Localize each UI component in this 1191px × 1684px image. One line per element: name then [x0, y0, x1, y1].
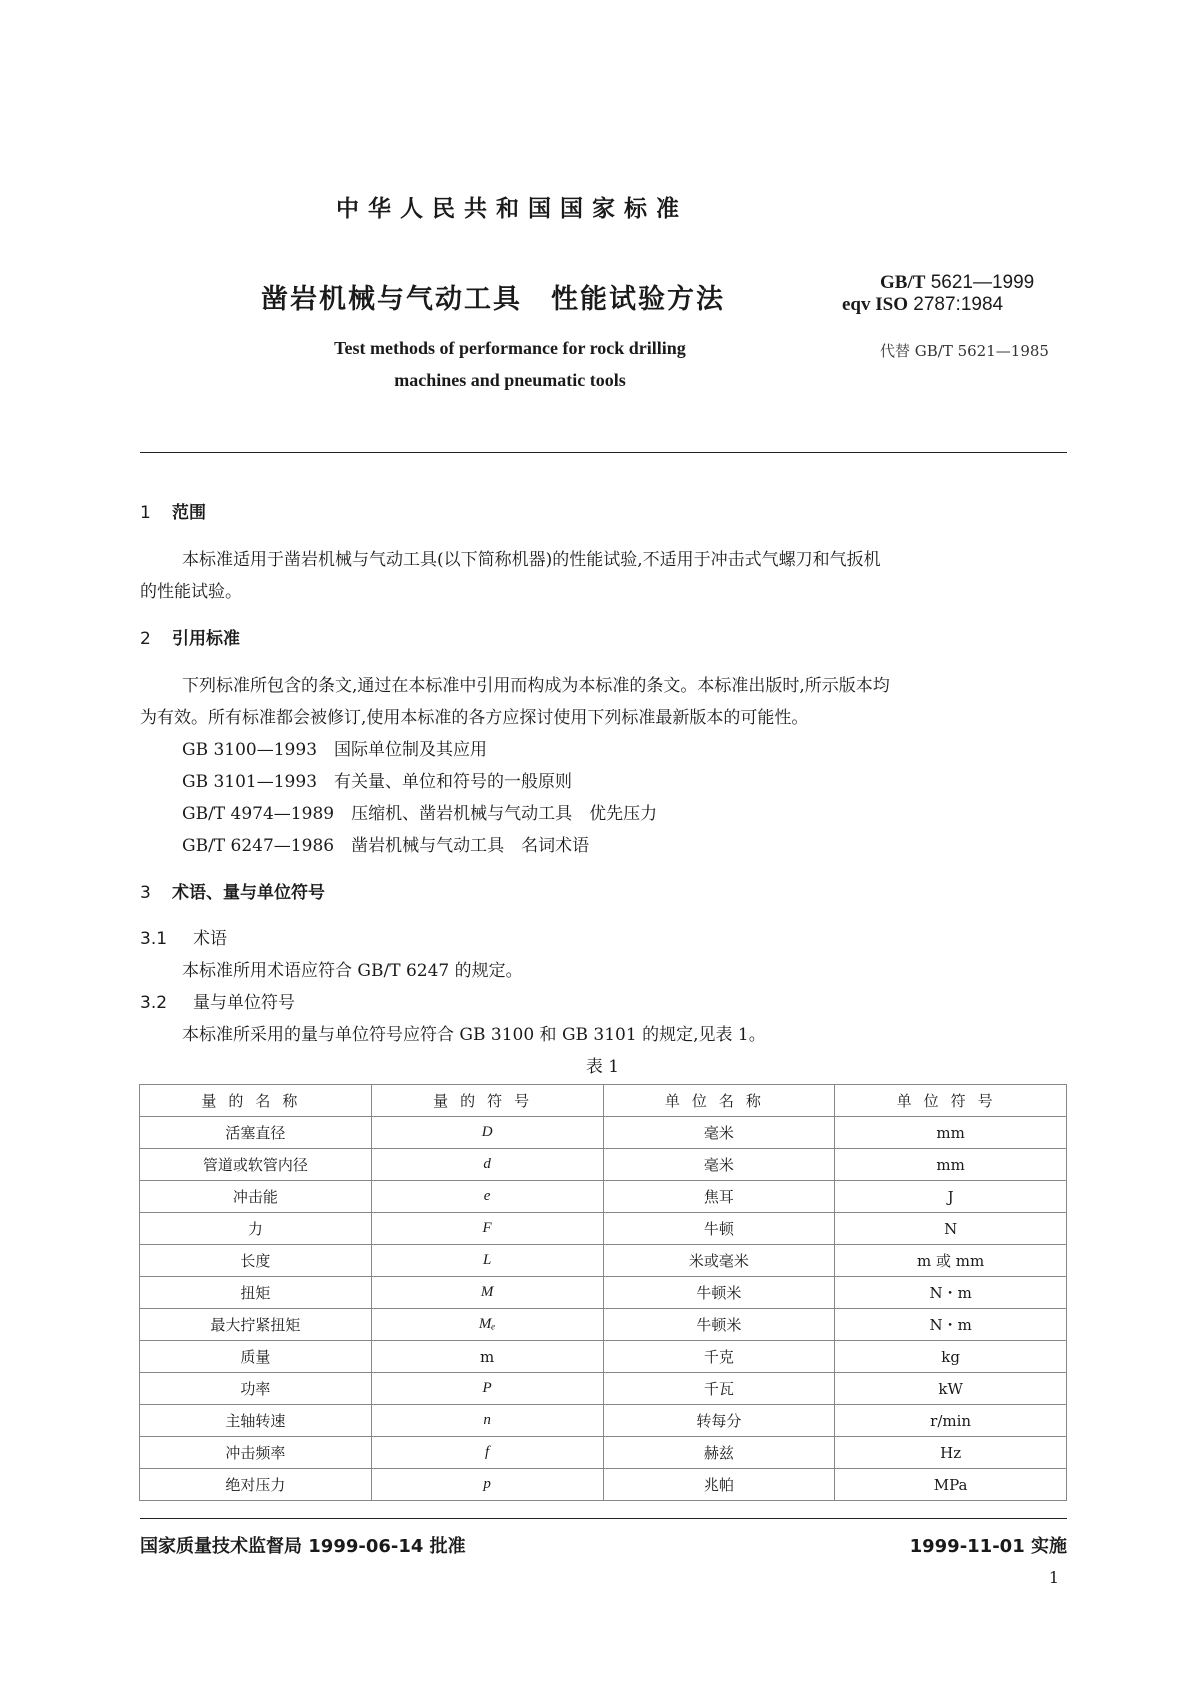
table-cell: m — [371, 1341, 603, 1373]
section-3-heading: 3 术语、量与单位符号 — [140, 883, 325, 903]
table-cell: P — [371, 1373, 603, 1405]
table-row — [140, 1181, 1067, 1213]
table-cell: 兆帕 — [603, 1469, 835, 1501]
table-cell: 功率 — [140, 1373, 372, 1405]
table-cell: r/min — [835, 1405, 1067, 1437]
table-row — [140, 1373, 1067, 1405]
table-cell: F — [371, 1213, 603, 1245]
column-header: 单位符号 — [835, 1085, 1067, 1117]
table-row — [140, 1405, 1067, 1437]
section-2-heading: 2 引用标准 — [140, 629, 240, 649]
replaces-standard: 代替 GB/T 5621—1985 — [880, 342, 1049, 360]
table-cell: 千瓦 — [603, 1373, 835, 1405]
english-title-line2: machines and pneumatic tools — [394, 370, 626, 390]
standard-code: GB/T 5621—1999 — [880, 272, 1035, 293]
table-cell: e — [371, 1181, 603, 1213]
table-row — [140, 1309, 1067, 1341]
table-cell: N — [835, 1213, 1067, 1245]
table-cell: 毫米 — [603, 1117, 835, 1149]
table-cell: 牛顿米 — [603, 1309, 835, 1341]
table-cell: N・m — [835, 1277, 1067, 1309]
table-cell: Mₑ — [371, 1309, 603, 1341]
table-cell: 焦耳 — [603, 1181, 835, 1213]
paragraph: 为有效。所有标准都会被修订,使用本标准的各方应探讨使用下列标准最新版本的可能性。 — [140, 708, 809, 728]
effective-date: 1999-11-01 实施 — [909, 1536, 1067, 1557]
table-cell: L — [371, 1245, 603, 1277]
standard-header: 中华人民共和国国家标准 — [336, 196, 688, 222]
table-cell: m 或 mm — [835, 1245, 1067, 1277]
section-1-heading: 1 范围 — [140, 503, 206, 523]
table-cell: D — [371, 1117, 603, 1149]
column-header: 量的名称 — [140, 1085, 372, 1117]
table-cell: 质量 — [140, 1341, 372, 1373]
table-cell: 绝对压力 — [140, 1469, 372, 1501]
paragraph: 的性能试验。 — [140, 582, 242, 602]
subsection-3-1-heading: 3.1 术语 — [140, 929, 227, 949]
table-cell: 米或毫米 — [603, 1245, 835, 1277]
units-table — [139, 1084, 1067, 1501]
approval-note: 国家质量技术监督局 1999-06-14 批准 — [140, 1536, 466, 1557]
table-cell: mm — [835, 1117, 1067, 1149]
table-cell: 扭矩 — [140, 1277, 372, 1309]
paragraph: 本标准所采用的量与单位符号应符合 GB 3100 和 GB 3101 的规定,见表 1。 — [182, 1025, 766, 1045]
reference-item: GB 3101—1993 有关量、单位和符号的一般原则 — [182, 772, 573, 792]
table-cell: mm — [835, 1149, 1067, 1181]
table-row — [140, 1245, 1067, 1277]
table-cell: 转每分 — [603, 1405, 835, 1437]
table-cell: 力 — [140, 1213, 372, 1245]
reference-item: GB 3100—1993 国际单位制及其应用 — [182, 740, 488, 760]
table-cell: 赫兹 — [603, 1437, 835, 1469]
equivalent-standard: eqv ISO 2787:1984 — [842, 294, 1004, 315]
table-cell: 主轴转速 — [140, 1405, 372, 1437]
table-cell: 管道或软管内径 — [140, 1149, 372, 1181]
table-cell: J — [835, 1181, 1067, 1213]
table-cell: kW — [835, 1373, 1067, 1405]
table-row — [140, 1277, 1067, 1309]
table-row — [140, 1213, 1067, 1245]
table-cell: MPa — [835, 1469, 1067, 1501]
english-title-line1: Test methods of performance for rock drilling — [334, 338, 686, 358]
table-cell: 长度 — [140, 1245, 372, 1277]
table-row — [140, 1469, 1067, 1501]
table-cell: 冲击频率 — [140, 1437, 372, 1469]
table-cell: d — [371, 1149, 603, 1181]
table-cell: 活塞直径 — [140, 1117, 372, 1149]
column-header: 单位名称 — [603, 1085, 835, 1117]
column-header: 量的符号 — [371, 1085, 603, 1117]
reference-item: GB/T 6247—1986 凿岩机械与气动工具 名词术语 — [182, 836, 590, 856]
table-row — [140, 1149, 1067, 1181]
table-cell: 牛顿 — [603, 1213, 835, 1245]
subsection-3-2-heading: 3.2 量与单位符号 — [140, 993, 295, 1013]
table-cell: p — [371, 1469, 603, 1501]
footer-divider — [140, 1518, 1067, 1519]
table-row — [140, 1117, 1067, 1149]
table-cell: Hz — [835, 1437, 1067, 1469]
paragraph: 下列标准所包含的条文,通过在本标准中引用而构成为本标准的条文。本标准出版时,所示版本均 — [182, 676, 890, 696]
table-caption: 表 1 — [585, 1057, 620, 1077]
table-cell: n — [371, 1405, 603, 1437]
table-row — [140, 1437, 1067, 1469]
table-cell: N・m — [835, 1309, 1067, 1341]
header-divider — [140, 452, 1067, 453]
table-cell: 冲击能 — [140, 1181, 372, 1213]
reference-item: GB/T 4974—1989 压缩机、凿岩机械与气动工具 优先压力 — [182, 804, 658, 824]
table-cell: 最大拧紧扭矩 — [140, 1309, 372, 1341]
table-cell: 牛顿米 — [603, 1277, 835, 1309]
table-cell: 毫米 — [603, 1149, 835, 1181]
table-cell: kg — [835, 1341, 1067, 1373]
paragraph: 本标准所用术语应符合 GB/T 6247 的规定。 — [182, 961, 523, 981]
table-cell: M — [371, 1277, 603, 1309]
document-title: 凿岩机械与气动工具 性能试验方法 — [261, 284, 725, 315]
table-row — [140, 1341, 1067, 1373]
paragraph: 本标准适用于凿岩机械与气动工具(以下简称机器)的性能试验,不适用于冲击式气螺刀和气扳机 — [182, 550, 881, 570]
table-cell: 千克 — [603, 1341, 835, 1373]
table-cell: f — [371, 1437, 603, 1469]
page-number: 1 — [1048, 1568, 1059, 1587]
